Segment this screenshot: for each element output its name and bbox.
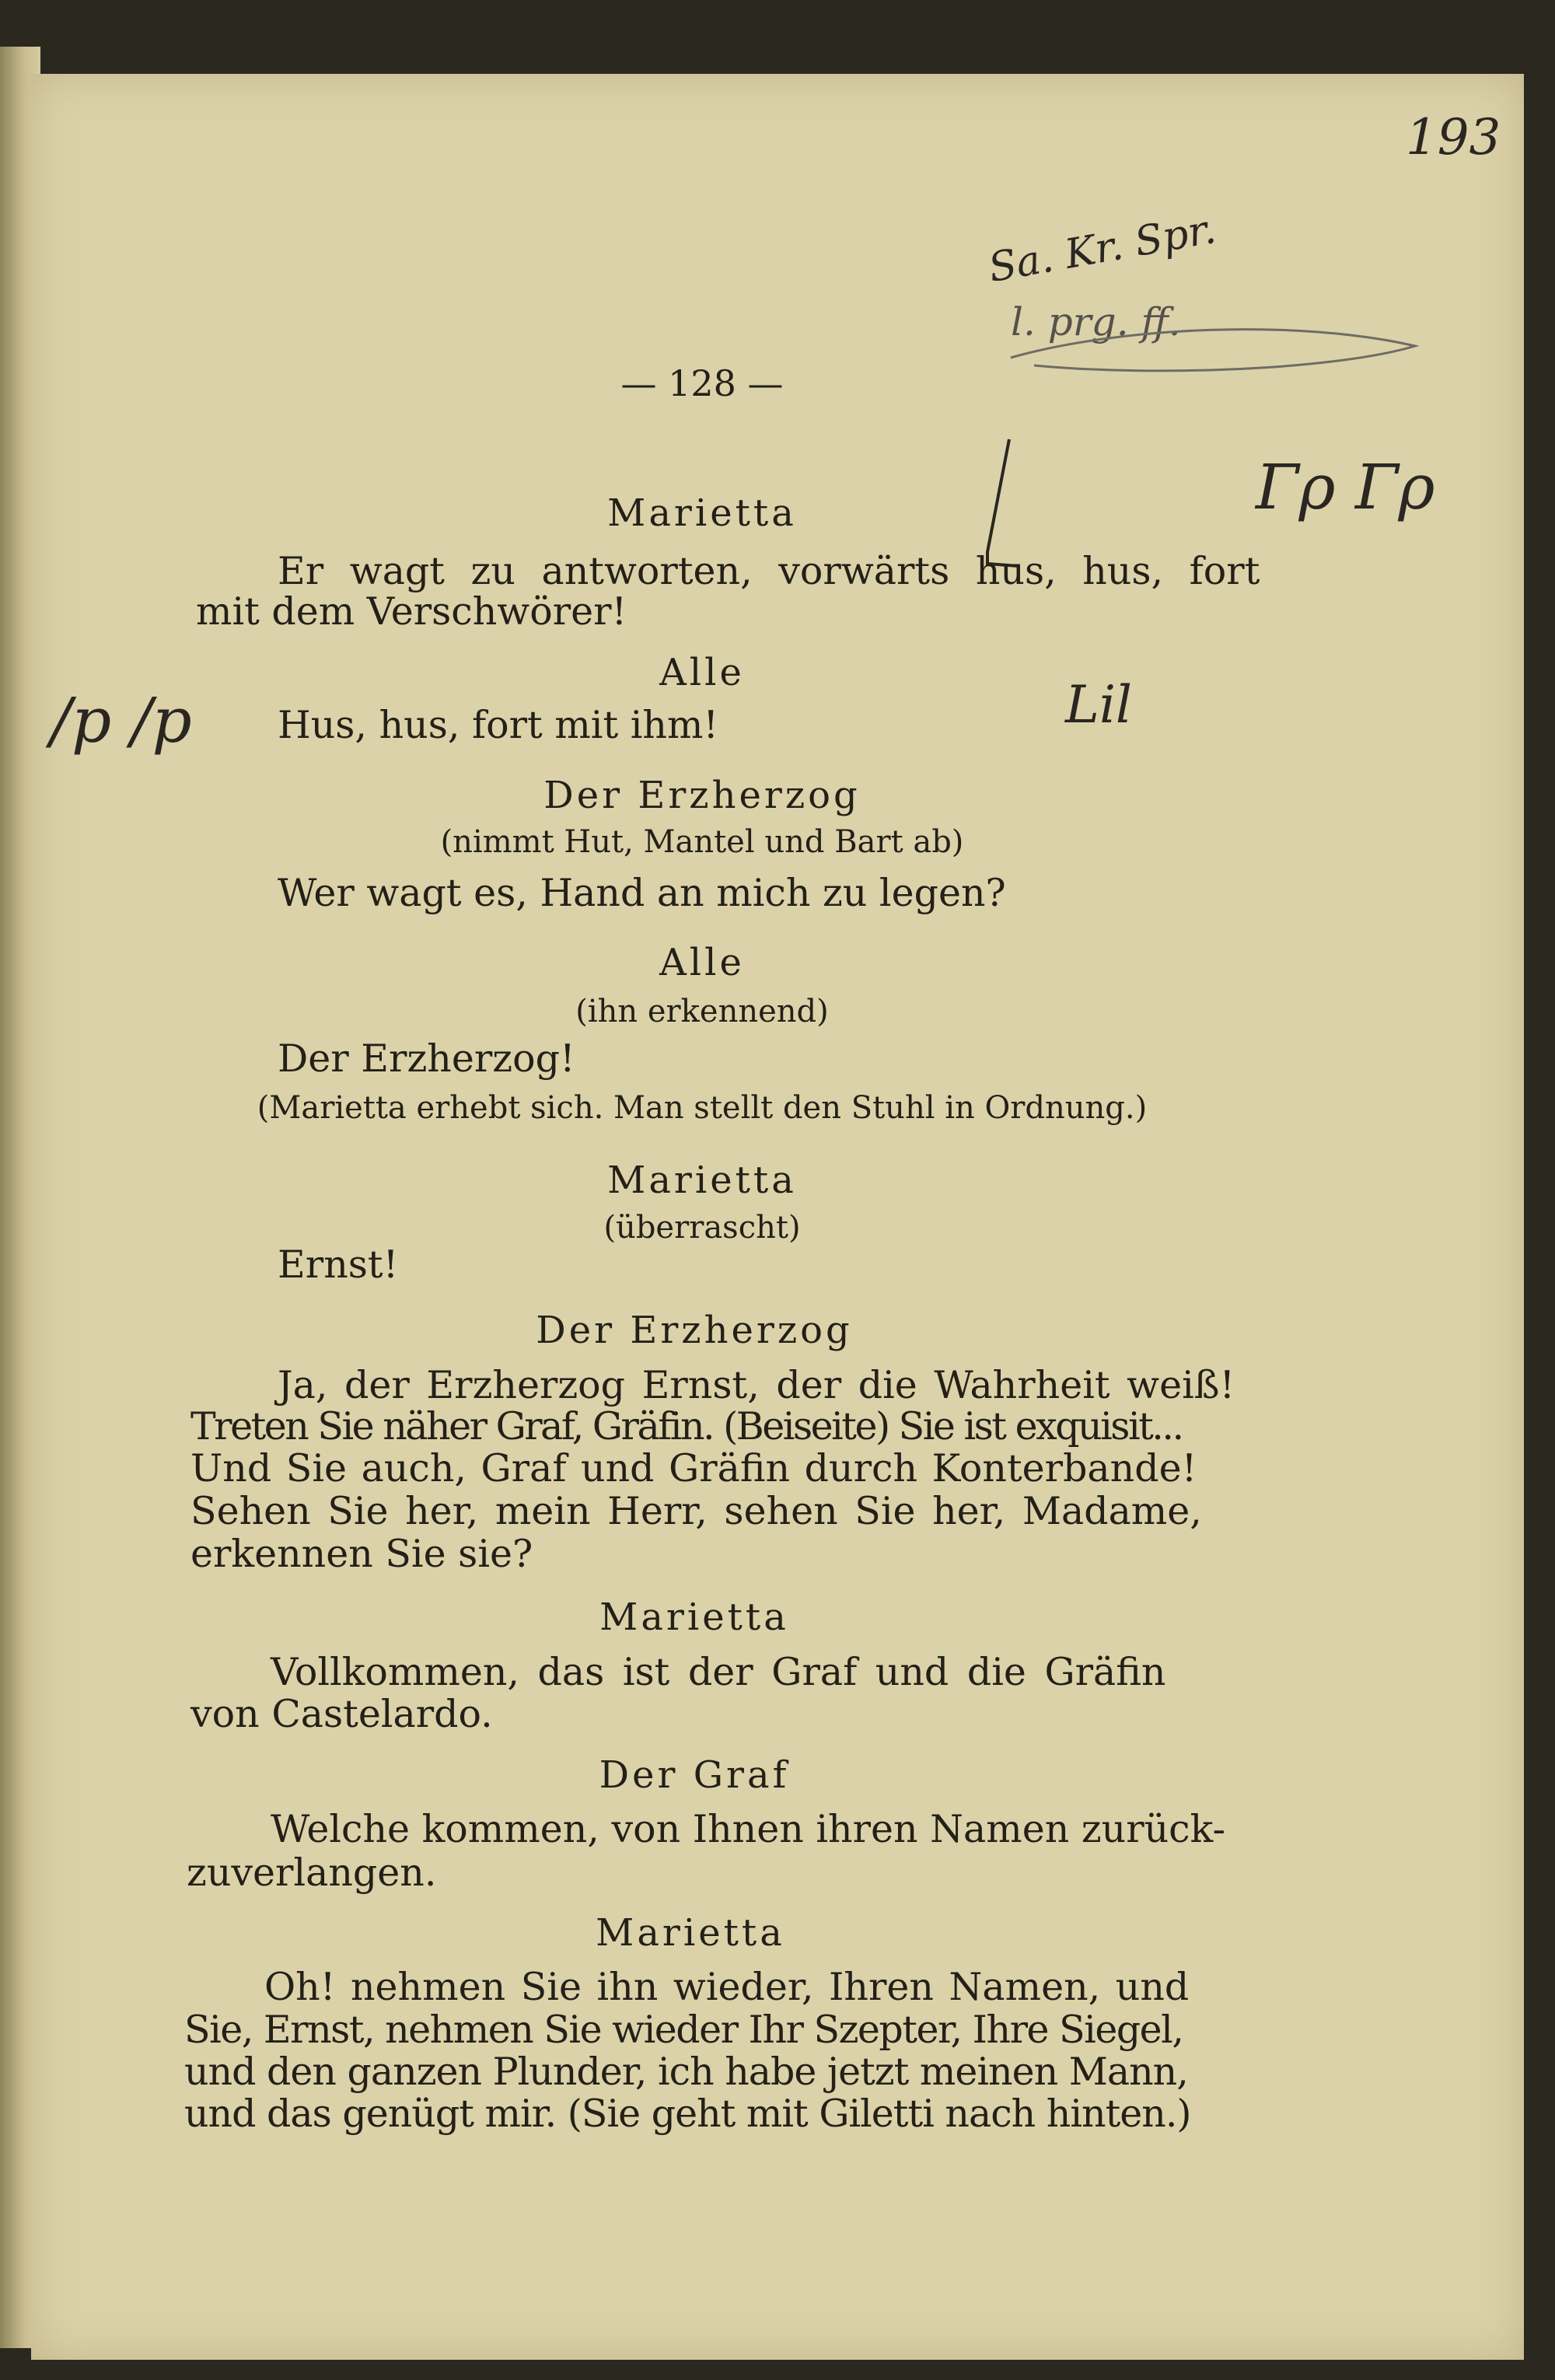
- dialogue-line: Ernst!: [278, 1242, 399, 1287]
- speaker-name: Der Erzherzog: [536, 1309, 853, 1352]
- dialogue-line: zuverlangen.: [187, 1851, 437, 1895]
- speaker-name: Der Graf: [599, 1753, 790, 1797]
- dialogue-line: Wer wagt es, Hand an mich zu legen?: [278, 871, 1006, 915]
- handwritten-marks-left: /p /p: [51, 684, 192, 757]
- speaker-name: Marietta: [607, 491, 797, 535]
- stage-direction: (Marietta erhebt sich. Man stellt den Stuhl in Ordnung.): [257, 1090, 1148, 1126]
- stage-direction: (nimmt Hut, Mantel und Bart ab): [440, 824, 964, 860]
- page-number: — 128 —: [620, 362, 784, 404]
- dialogue-line: Welche kommen, von Ihnen ihren Namen zurück-: [271, 1807, 1226, 1851]
- speaker-name: Alle: [659, 651, 745, 694]
- dialogue-line: von Castelardo.: [190, 1692, 493, 1736]
- dialogue-line: Vollkommen, das ist der Graf und die Gräfin: [271, 1650, 1166, 1694]
- dialogue-line: und den ganzen Plunder, ich habe jetzt meinen Mann,: [184, 2050, 1188, 2094]
- handwritten-marks-right: Γρ Γρ: [1256, 451, 1435, 523]
- speaker-name: Alle: [659, 941, 745, 984]
- pencil-strike-icon: [1003, 272, 1423, 381]
- dialogue-line: Oh! nehmen Sie ihn wieder, Ihren Namen, und: [264, 1965, 1190, 2009]
- dialogue-line: Und Sie auch, Graf und Gräfin durch Konterbande!: [190, 1446, 1197, 1491]
- dialogue-line: Hus, hus, fort mit ihm!: [278, 703, 719, 747]
- speaker-name: Marietta: [596, 1911, 785, 1955]
- handwritten-mark-lil: Lil: [1065, 675, 1133, 735]
- stage-direction: (ihn erkennend): [575, 994, 829, 1029]
- speaker-name: Marietta: [607, 1159, 797, 1202]
- dialogue-line: Der Erzherzog!: [278, 1036, 575, 1081]
- dialogue-line: Er wagt zu antworten, vorwärts hus, hus, fort: [278, 549, 1260, 593]
- dialogue-line: Treten Sie näher Graf, Gräfin. (Beiseite) Sie ist exquisit...: [190, 1404, 1183, 1449]
- speaker-name: Marietta: [599, 1595, 789, 1639]
- handwritten-folio: 193: [1406, 109, 1501, 166]
- handwritten-note-2: l. prg. ff.: [1011, 299, 1181, 344]
- dialogue-line: Ja, der Erzherzog Ernst, der die Wahrheit weiß!: [278, 1363, 1235, 1407]
- dialogue-line: Sehen Sie her, mein Herr, sehen Sie her, Madame,: [190, 1489, 1202, 1533]
- dialogue-line: erkennen Sie sie?: [190, 1532, 533, 1576]
- dialogue-line: mit dem Verschwörer!: [196, 589, 627, 634]
- dialogue-line: und das genügt mir. (Sie geht mit Giletti nach hinten.): [184, 2092, 1191, 2136]
- stage-direction: (überrascht): [603, 1210, 801, 1246]
- dialogue-line: Sie, Ernst, nehmen Sie wieder Ihr Szepter, Ihre Siegel,: [184, 2008, 1183, 2052]
- handwritten-note-1: Sa. Kr. Spr.: [985, 205, 1220, 292]
- speaker-name: Der Erzherzog: [543, 774, 861, 817]
